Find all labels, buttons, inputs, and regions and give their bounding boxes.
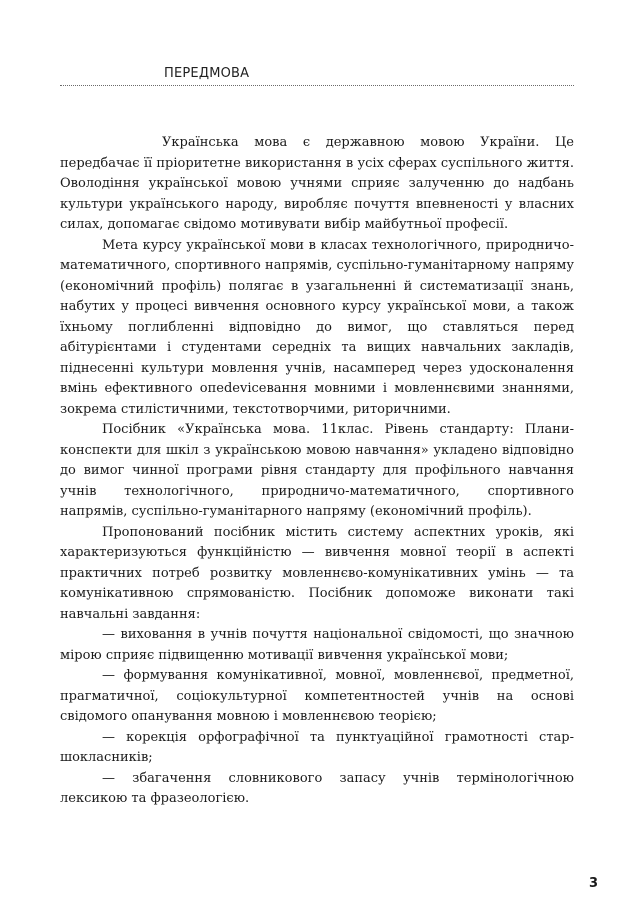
task-item-competences: — формування комунікативної, мовної, мовленнєвої, предметної, прагматичної, соціокультурної компетентностей учнів на основі свідомого опанування мовною і мовленнєвою теорією; [60,668,574,724]
section-title: ПЕРЕДМОВА [164,66,250,81]
preface-body [60,133,574,810]
task-item-national-awareness: — виховання в учнів почуття національної свідомості, що значною мірою сприяє підвищенню мотивації вивчення української мови; [60,627,574,663]
paragraph-course-goal: Мета курсу української мови в класах технологічного, природничо-математичного, спортивного напрямів, суспільно-гуманітарному напряму (економічний профіль) полягає в узагальненні й систематизації знань, набутих у процесі вивчення основного курсу української мови, а також їхньому поглибленні відповідно до вимог, що ставляться перед абітурієнтами і студентами середніх та вищих навчальних закладів, піднесенні культури мовлення учнів, насамперед через удосконалення вмінь ефективного опеdeviceвання мовними і мовленнєвими знаннями, зокрема стилістичними, текстотворчими, риторичними. [60,237,574,417]
paragraph-manual-description: Посібник «Українська мова. 11клас. Рівень стандарту: Плани-конспекти для шкіл з українською мовою навчання» укладено відповідно до вимог чинної програми рівня стандарту для профільного навчання учнів технологічного, природничо-математичного, спортивного напрямів, суспільно-гуманітарного напряму (економічний профіль). [60,422,574,519]
page-number: 3 [589,876,599,891]
paragraph-lesson-system: Пропонований посібник містить систему аспектних уроків, які характеризуються функційністю — вивчення мовної теорії в аспекті практичних потреб розвитку мовленнєво-комунікативних умінь — та комунікативною спрямованістю. Посібник допоможе виконати такі навчальні завдання: [60,524,574,622]
task-item-literacy-correction: — корекція орфографічної та пунктуаційної грамотності старшокласників; [60,729,574,765]
header-divider [60,85,574,86]
task-item-vocabulary: — збагачення словникового запасу учнів термінологічною лексикою та фразеологією. [60,770,574,806]
paragraph-state-language: Українська мова є державною мовою України. Це передбачає її пріоритетне використання в усіх сферах суспільного життя. Оволодіння української мовою учнями сприяє залученню до надбань культури українського народу, виробляє почуття впевненості у власних силах, допомагає свідомо мотивувати вибір майбутньої професії. [60,135,574,232]
